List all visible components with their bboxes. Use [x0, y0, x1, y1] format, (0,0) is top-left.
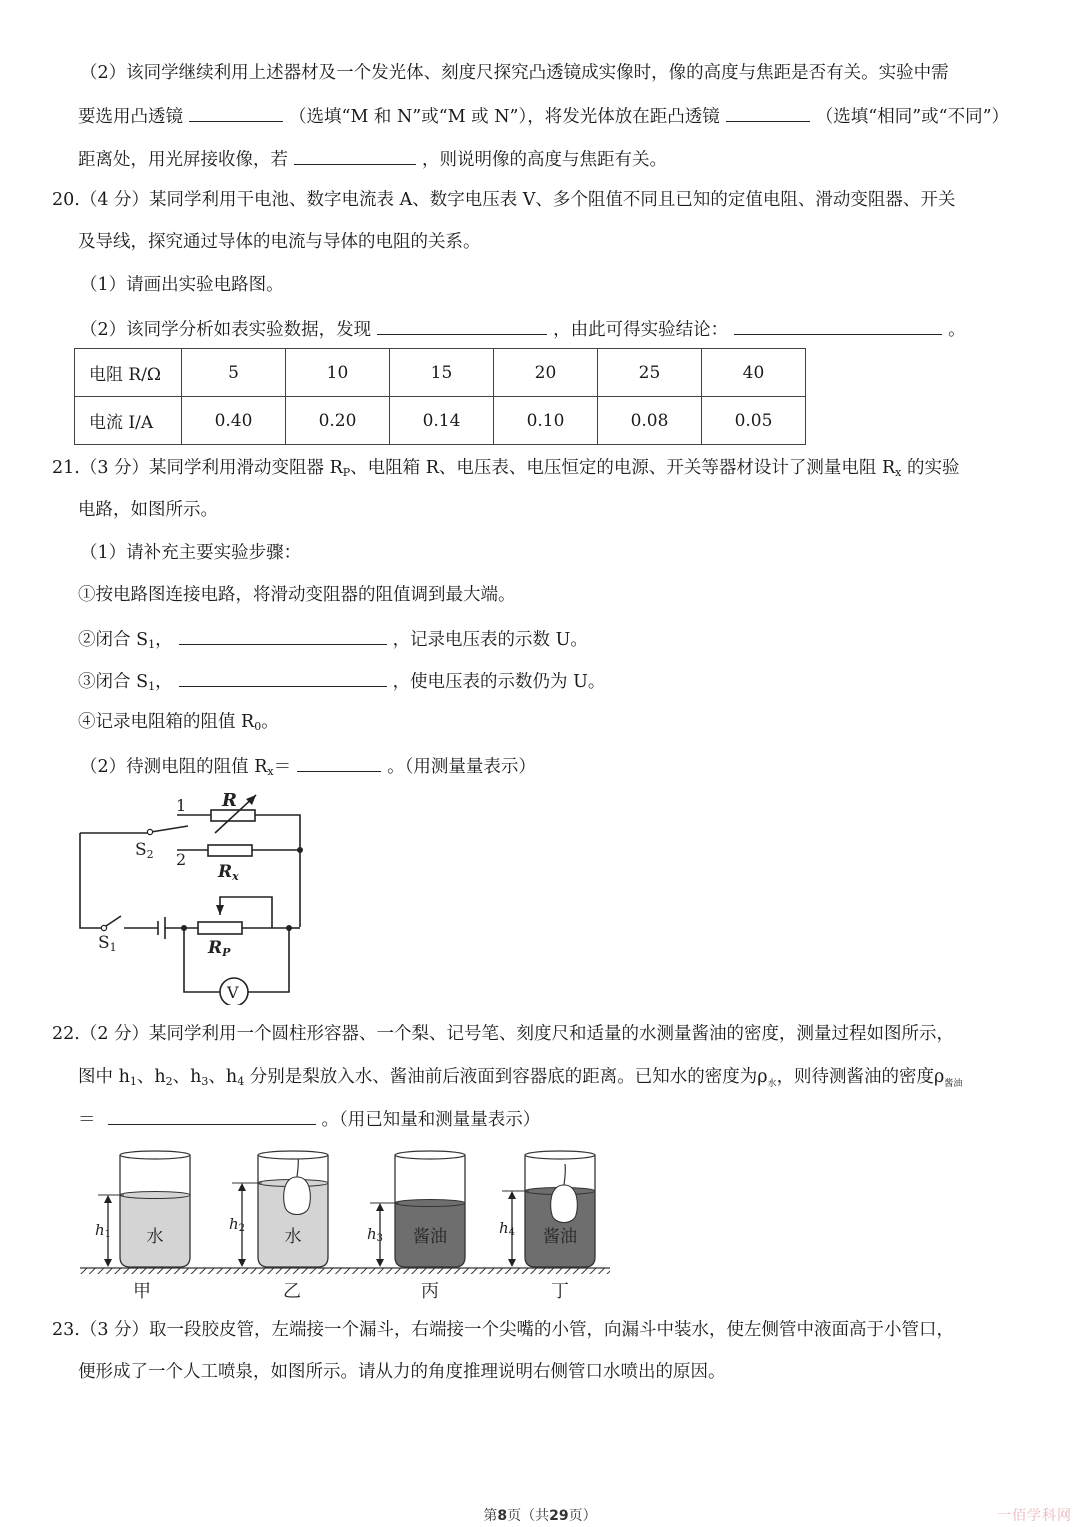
junction-dot — [297, 847, 303, 853]
q23-line2: 便形成了一个人工喷泉，如图所示。请从力的角度推理说明右侧管口水喷出的原因。 — [78, 1362, 726, 1382]
q22-line3 — [78, 1106, 540, 1132]
table-cell: 40 — [702, 349, 806, 397]
data-table — [74, 348, 806, 445]
q21-sub: P — [342, 466, 351, 479]
arrow-down-icon — [238, 1259, 246, 1267]
caption-ding: 丁 — [551, 1281, 569, 1302]
pear-icon — [284, 1177, 311, 1215]
q20-text: ，由此可得实验结论： — [553, 320, 729, 340]
container-rim — [258, 1151, 328, 1159]
container-rim — [395, 1151, 465, 1159]
q21-line2: 电路，如图所示。 — [78, 500, 218, 520]
q20-part2 — [80, 316, 966, 342]
height-label-h2: h2 — [229, 1215, 246, 1234]
q21-line1 — [52, 456, 959, 485]
junction-dot — [286, 925, 292, 931]
table-cell: 0.08 — [598, 397, 702, 445]
q21-text: 21.（3 分）某同学利用滑动变阻器 R — [52, 458, 343, 478]
q19-part2-line1: （2）该同学继续利用上述器材及一个发光体、刻度尺探究凸透镜成实像时，像的高度与焦距是否有关。实验中需 — [80, 63, 949, 83]
q22-sub: 1 — [129, 1075, 137, 1088]
q19-part2-line3 — [78, 146, 667, 172]
height-label-h4: h4 — [499, 1219, 516, 1238]
q19-text: （选填“M 和 N”或“M 或 N”），将发光体放在距凸透镜 — [289, 107, 720, 127]
caption-yi: 乙 — [283, 1281, 301, 1302]
table-row-resistance — [75, 349, 806, 397]
table-cell: 0.10 — [494, 397, 598, 445]
container-rim — [120, 1151, 190, 1159]
q22-sub: 3 — [201, 1075, 209, 1088]
label-voltmeter: V — [227, 983, 239, 1002]
height-label-h1: h1 — [95, 1221, 112, 1240]
q21-text: 。（用测量量表示） — [387, 757, 536, 777]
q21-step3 — [78, 668, 605, 699]
switch-s1-blade — [106, 916, 121, 926]
table-cell: 15 — [390, 349, 494, 397]
beaker-1 — [95, 1151, 190, 1267]
table-cell: 5 — [182, 349, 286, 397]
q23-line1: 23.（3 分）取一段胶皮管，左端接一个漏斗，右端接一个尖嘴的小管，向漏斗中装水，使左侧管中液面高于小管口， — [52, 1320, 955, 1340]
table-header-current: 电流 I/A — [75, 397, 182, 445]
total-pages: 29 — [549, 1508, 569, 1524]
q21-sub: 0 — [254, 720, 262, 733]
beaker-figure — [70, 1140, 630, 1310]
label-r: R — [222, 790, 237, 811]
q21-text: ，记录电压表的示数 U。 — [392, 630, 588, 650]
answer-blank-rx[interactable] — [297, 753, 381, 772]
label-rp: RP — [208, 938, 231, 959]
q21-sub: 1 — [148, 680, 156, 693]
resistor-box-rx — [208, 845, 252, 856]
pear-icon — [551, 1185, 578, 1223]
label-s1: S1 — [98, 933, 117, 954]
junction-dot — [181, 925, 187, 931]
pear-stem — [564, 1164, 565, 1185]
q19-text: 距离处，用光屏接收像，若 — [78, 150, 288, 170]
circuit-diagram — [70, 785, 320, 1005]
q21-text: ④记录电阻箱的阻值 R — [78, 712, 255, 732]
arrow-down-icon — [376, 1259, 384, 1267]
q21-step2 — [78, 626, 588, 657]
table-cell: 0.40 — [182, 397, 286, 445]
liquid-label: 酱油 — [413, 1227, 447, 1247]
arrow-down-icon — [104, 1259, 112, 1267]
q21-text: 的实验 — [901, 458, 960, 478]
q22-text: 分别是梨放入水、酱油前后液面到容器底的距离。已知水的密度为ρ — [244, 1067, 768, 1087]
q19-text: （选填“相同”或“不同”） — [815, 107, 1010, 127]
resistor-box-rp — [198, 922, 242, 934]
q22-text: 图中 h — [78, 1067, 130, 1087]
footer-text: 第 — [483, 1508, 498, 1524]
q22-text: 。（用已知量和测量量表示） — [321, 1110, 541, 1130]
table-cell: 25 — [598, 349, 702, 397]
liquid-surface — [120, 1192, 190, 1199]
liquid-label: 水 — [284, 1227, 302, 1247]
liquid-surface — [395, 1200, 465, 1207]
q22-text: ＝ — [78, 1110, 96, 1130]
current-page: 8 — [497, 1508, 508, 1524]
switch-s2-pivot — [147, 829, 152, 834]
table-cell: 20 — [494, 349, 598, 397]
answer-blank-conclusion[interactable] — [734, 316, 942, 335]
arrow-down-icon — [508, 1259, 516, 1267]
answer-blank-density[interactable] — [108, 1106, 316, 1125]
arrow-up-icon — [376, 1203, 384, 1211]
q20-line2: 及导线，探究通过导体的电流与导体的电阻的关系。 — [78, 232, 481, 252]
beaker-4 — [499, 1151, 595, 1267]
watermark-logo: 一佰学科网 — [997, 1508, 1072, 1524]
q21-sub: 1 — [148, 638, 156, 651]
container-rim — [525, 1151, 595, 1159]
beaker-3 — [367, 1151, 465, 1267]
label-s2: S2 — [135, 840, 154, 861]
table-cell: 0.14 — [390, 397, 494, 445]
answer-blank-distance[interactable] — [726, 103, 810, 122]
q21-part2 — [80, 753, 536, 784]
q21-text: ③闭合 S — [78, 672, 149, 692]
switch-s1-pivot — [101, 925, 106, 930]
table-cell: 0.05 — [702, 397, 806, 445]
answer-blank-condition[interactable] — [294, 146, 416, 165]
arrow-up-icon — [508, 1191, 516, 1199]
q19-part2-line2 — [78, 103, 1009, 129]
q21-sub: x — [267, 765, 274, 778]
q19-text: 要选用凸透镜 — [78, 107, 183, 127]
q20-text: 。 — [948, 320, 966, 340]
table-row-current — [75, 397, 806, 445]
q21-text: （2）待测电阻的阻值 R — [80, 757, 268, 777]
q22-sub: 酱油 — [944, 1079, 963, 1089]
liquid-label: 酱油 — [543, 1227, 577, 1247]
q22-text: ，则待测酱油的密度ρ — [776, 1067, 945, 1087]
q21-text: ，使电压表的示数仍为 U。 — [392, 672, 606, 692]
q22-text: 、h — [172, 1067, 202, 1087]
q21-text: ＝ — [273, 757, 292, 777]
q21-text: ②闭合 S — [78, 630, 149, 650]
q22-sub: 2 — [165, 1075, 173, 1088]
wire-left — [80, 833, 103, 928]
q22-sub: 水 — [767, 1079, 777, 1089]
liquid-label: 水 — [146, 1227, 164, 1247]
answer-blank-finding[interactable] — [377, 316, 547, 335]
q21-text: 。 — [261, 712, 279, 732]
q21-text: ， — [155, 630, 173, 650]
answer-blank-step3[interactable] — [179, 668, 387, 687]
label-terminal-2: 2 — [176, 850, 187, 869]
q21-text: ， — [155, 672, 173, 692]
q20-part1: （1）请画出实验电路图。 — [80, 275, 284, 295]
beaker-2 — [229, 1151, 328, 1267]
q21-text: 、电阻箱 R、电压表、电压恒定的电源、开关等器材设计了测量电阻 R — [350, 458, 896, 478]
table-header-resistance: 电阻 R/Ω — [75, 349, 182, 397]
q22-text: 、h — [208, 1067, 238, 1087]
q19-text: ，则说明像的高度与焦距有关。 — [422, 150, 667, 170]
q22-text: 、h — [136, 1067, 166, 1087]
label-rx: Rx — [218, 862, 239, 883]
ground-hatch — [80, 1268, 610, 1274]
footer-text: 页（共 — [507, 1508, 550, 1524]
arrow-up-icon — [238, 1183, 246, 1191]
q21-sub: x — [895, 466, 902, 479]
table-cell: 0.20 — [286, 397, 390, 445]
arrow-up-icon — [104, 1195, 112, 1203]
height-label-h3: h3 — [367, 1225, 384, 1244]
q20-text: （2）该同学分析如表实验数据，发现 — [80, 320, 372, 340]
table-cell: 10 — [286, 349, 390, 397]
switch-s2-blade — [151, 826, 188, 832]
q22-line1: 22.（2 分）某同学利用一个圆柱形容器、一个梨、记号笔、刻度尺和适量的水测量酱油的密度，测量过程如图所示， — [52, 1024, 955, 1044]
caption-bing: 丙 — [421, 1281, 439, 1302]
answer-blank-step2[interactable] — [179, 626, 387, 645]
label-terminal-1: 1 — [176, 796, 187, 815]
q21-part1: （1）请补充主要实验步骤： — [80, 543, 302, 563]
q20-line1: 20.（4 分）某同学利用干电池、数字电流表 A、数字电压表 V、多个阻值不同且已知的定值电阻、滑动变阻器、开关 — [52, 190, 956, 210]
q21-step4 — [78, 710, 279, 739]
caption-jia: 甲 — [133, 1281, 151, 1302]
q22-line2 — [78, 1065, 962, 1096]
answer-blank-lens[interactable] — [189, 103, 283, 122]
q21-step1: ①按电路图连接电路，将滑动变阻器的阻值调到最大端。 — [78, 585, 516, 605]
page-footer — [0, 1505, 1080, 1525]
slider-arrow-icon — [216, 905, 224, 915]
q22-sub: 4 — [237, 1075, 245, 1088]
footer-text: 页） — [568, 1508, 597, 1524]
